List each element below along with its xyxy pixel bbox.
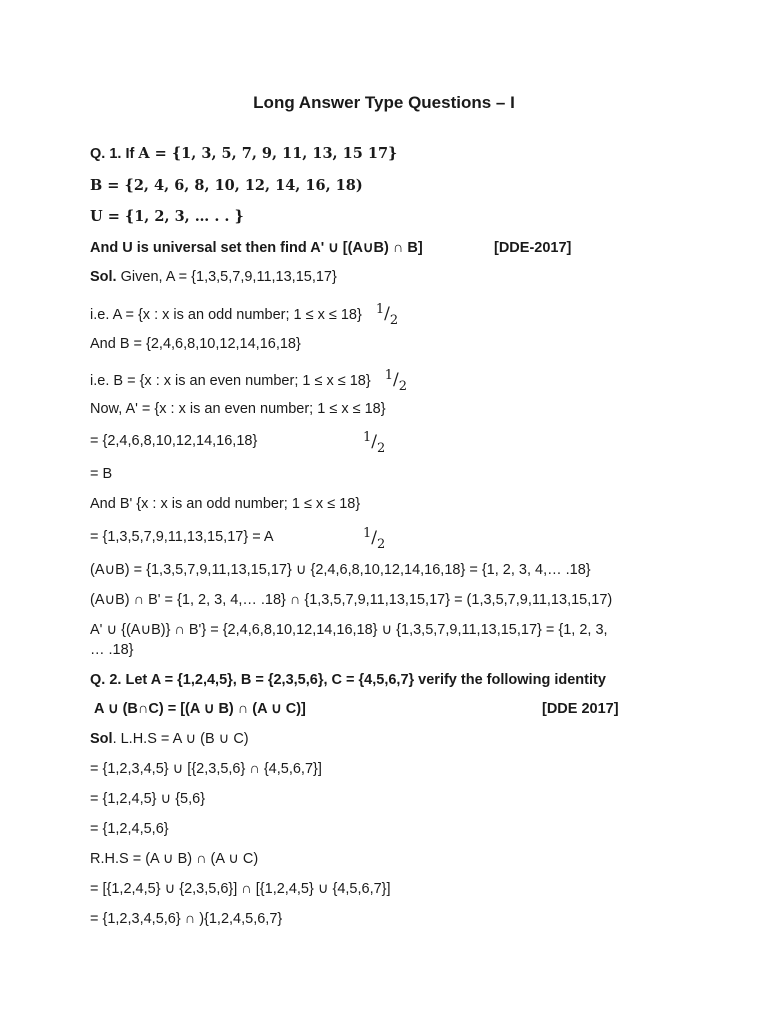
- q1-solution-line: And B = {2,4,6,8,10,12,14,16,18}: [90, 336, 301, 352]
- q1-solution-line: [90, 302, 398, 328]
- q1-solution-line: And B' {x : x is an odd number; 1 ≤ x ≤ 18}: [90, 496, 361, 512]
- q1-set-a: A = {1, 3, 5, 7, 9, 11, 13, 15 17}: [138, 145, 398, 162]
- q1-set-u: U = {1, 2, 3, … . . }: [90, 208, 244, 225]
- q1-solution-line: = {1,3,5,7,9,11,13,15,17} = A: [90, 529, 274, 545]
- marks-half: $^1/_2$: [363, 526, 386, 552]
- q1-header: [90, 145, 397, 162]
- q2-question: Q. 2. Let A = {1,2,4,5}, B = {2,3,5,6}, C = {4,5,6,7} verify the following identity: [90, 672, 606, 688]
- q1-solution-line: [90, 368, 407, 394]
- q1-reference: [DDE-2017]: [494, 240, 572, 256]
- q1-solution-line: (A∪B) ∩ B' = {1, 2, 3, 4,… .18} ∩ {1,3,5,7,9,11,13,15,17} = (1,3,5,7,9,11,13,15,17): [90, 592, 613, 608]
- q1-solution-line: = B: [90, 466, 113, 482]
- q1-solution-line: Now, A' = {x : x is an even number; 1 ≤ x ≤ 18}: [90, 401, 386, 417]
- marks-half: $^1/_2$: [375, 302, 399, 328]
- q1-question: And U is universal set then find A' ∪ [(A∪B) ∩ B]: [90, 240, 423, 256]
- q1-set-b: B = {2, 4, 6, 8, 10, 12, 14, 16, 18): [90, 177, 363, 194]
- q2-solution-line: = {1,2,4,5} ∪ {5,6}: [90, 791, 206, 807]
- q2-solution-line: = {1,2,3,4,5} ∪ [{2,3,5,6} ∩ {4,5,6,7}]: [90, 761, 322, 777]
- page-title: Long Answer Type Questions – I: [253, 93, 515, 112]
- q2-solution-line: = {1,2,4,5,6}: [90, 821, 169, 837]
- q1-sol-label: Sol.: [90, 269, 117, 285]
- marks-half: $^1/_2$: [363, 430, 386, 456]
- q2-solution-line: = {1,2,3,4,5,6} ∩ ){1,2,4,5,6,7}: [90, 911, 283, 927]
- q1-solution-line: (A∪B) = {1,3,5,7,9,11,13,15,17} ∪ {2,4,6,8,10,12,14,16,18} = {1, 2, 3, 4,… .18}: [90, 562, 591, 578]
- q2-sol-label: Sol: [90, 731, 113, 747]
- q2-identity: A ∪ (B∩C) = [(A ∪ B) ∩ (A ∪ C)]: [94, 701, 306, 717]
- q2-solution-line: R.H.S = (A ∪ B) ∩ (A ∪ C): [90, 851, 259, 867]
- q1-solution-line: [90, 269, 337, 285]
- q1-solution-line: … .18}: [90, 642, 134, 658]
- q2-solution-line: = [{1,2,4,5} ∪ {2,3,5,6}] ∩ [{1,2,4,5} ∪ {4,5,6,7}]: [90, 881, 391, 897]
- q2-reference: [DDE 2017]: [542, 701, 619, 717]
- q1-solution-line: A' ∪ {(A∪B)} ∩ B'} = {2,4,6,8,10,12,14,16,18} ∪ {1,3,5,7,9,11,13,15,17} = {1, 2, 3,: [90, 622, 608, 638]
- q1-solution-line: = {2,4,6,8,10,12,14,16,18}: [90, 433, 258, 449]
- marks-half: $^1/_2$: [384, 368, 408, 394]
- q2-solution-line: [90, 731, 249, 747]
- q1-sol-text: Given, A = {1,3,5,7,9,11,13,15,17}: [120, 269, 337, 285]
- q1-line-text: i.e. B = {x : x is an even number; 1 ≤ x ≤ 18}: [90, 373, 371, 389]
- q2-line-text: . L.H.S = A ∪ (B ∪ C): [112, 731, 249, 747]
- q1-label: Q. 1. If: [90, 146, 135, 162]
- q1-line-text: i.e. A = {x : x is an odd number; 1 ≤ x ≤ 18}: [90, 307, 362, 323]
